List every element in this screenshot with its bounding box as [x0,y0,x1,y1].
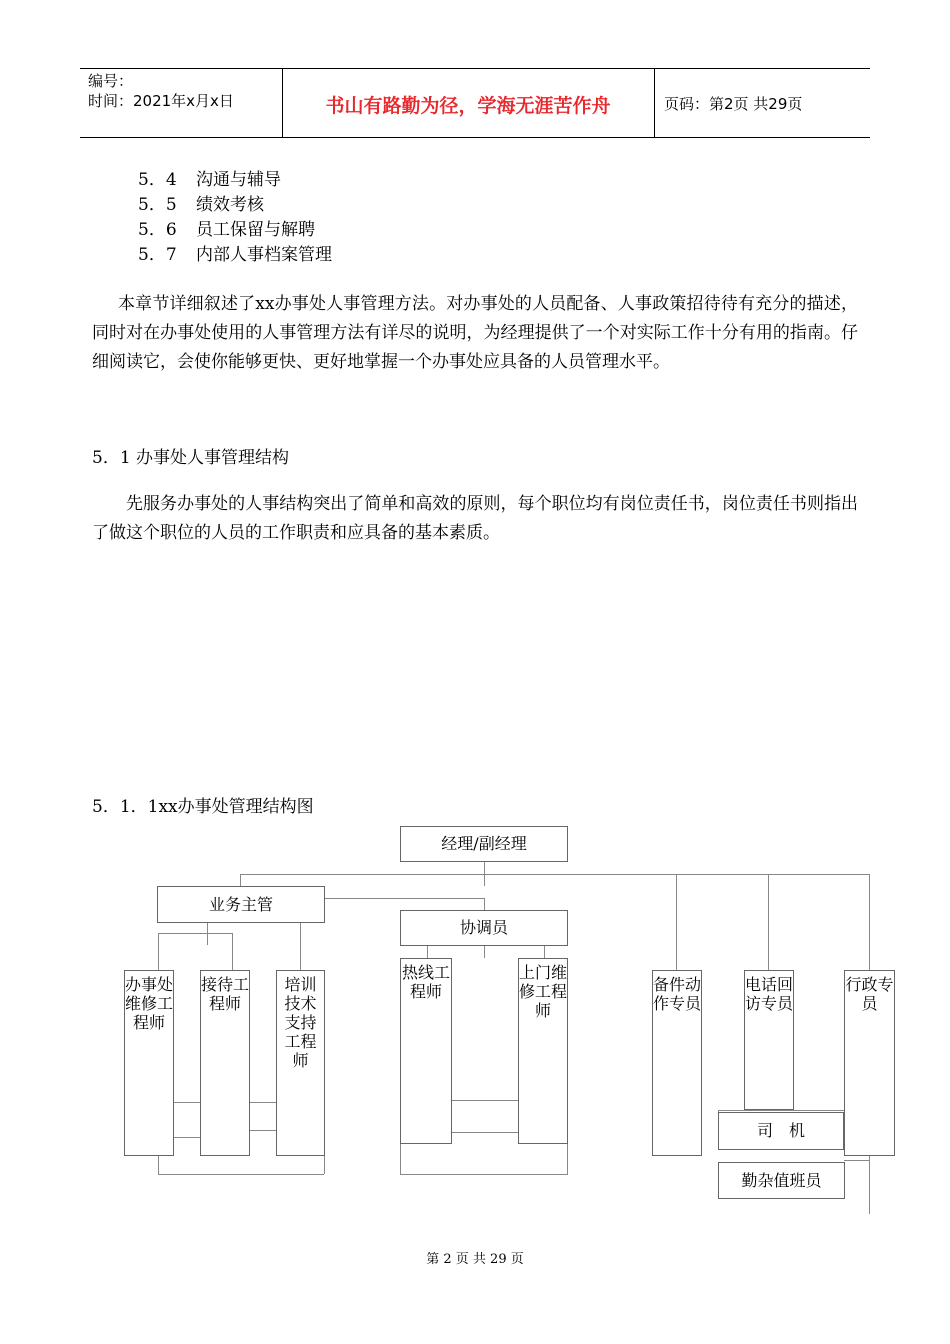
connector-line [240,874,870,875]
connector-line [484,946,485,958]
header-divider [654,69,655,137]
org-box-onsite-repair-engineer: 上门维修工程师 [518,958,568,1144]
connector-line [232,933,233,970]
connector-line [158,1174,324,1175]
toc-list [138,168,332,268]
connector-line [844,1160,870,1161]
org-box-coordinator: 协调员 [400,910,568,946]
header-time: 时间：2021年x月x日 [88,92,234,110]
org-box-admin-specialist: 行政专员 [844,970,895,1156]
org-box-driver: 司 机 [718,1112,844,1150]
connector-line [567,1144,568,1174]
connector-line [300,923,301,970]
connector-line [240,874,241,886]
header-number: 编号： [88,72,134,90]
connector-line [484,898,485,910]
connector-line [250,1130,276,1131]
connector-line [869,874,870,970]
connector-line [676,874,677,970]
toc-item: 5．5 绩效考核 [138,195,264,215]
intro-paragraph: 本章节详细叙述了xx办事处人事管理方法。对办事处的人员配备、人事政策招待待有充分的描述，同时对在办事处使用的人事管理方法有详尽的说明，为经理提供了一个对实际工作十分有用的指南。仔细阅读它，会使你能够更快、更好地掌握一个办事处应具备的人员管理水平。 [92,294,858,372]
connector-line [207,923,208,945]
org-box-duty-staff: 勤杂值班员 [718,1162,845,1199]
org-box-parts-specialist: 备件动作专员 [652,970,702,1156]
org-box-training-engineer: 培训技术支持工程师 [276,970,325,1156]
connector-line [324,898,484,899]
connector-line [400,1144,401,1174]
connector-line [158,933,232,934]
section-heading: 5．1 办事处人事管理结构 [92,448,290,468]
org-box-manager: 经理/副经理 [400,826,568,862]
toc-item: 5．4 沟通与辅导 [138,170,281,190]
page-header [80,68,870,138]
connector-line [544,944,545,958]
connector-line [452,1100,518,1101]
connector-line [158,933,159,970]
chart-heading: 5．1．1xx办事处管理结构图 [92,797,314,817]
page-footer: 第 2 页 共 29 页 [426,1252,524,1267]
org-box-callback-specialist: 电话回访专员 [744,970,794,1110]
connector-line [718,1110,844,1111]
connector-line [324,1156,325,1174]
connector-line [174,1137,200,1138]
connector-line [174,1102,200,1103]
org-box-business-supervisor: 业务主管 [157,886,325,923]
toc-item: 5．6 员工保留与解聘 [138,220,315,240]
header-motto: 书山有路勤为径，学海无涯苦作舟 [325,95,611,117]
connector-line [400,1174,568,1175]
connector-line [427,944,428,958]
connector-line [250,1102,276,1103]
org-box-hotline-engineer: 热线工程师 [400,958,452,1144]
connector-line [452,1132,518,1133]
section-paragraph: 先服务办事处的人事结构突出了简单和高效的原则，每个职位均有岗位责任书，岗位责任书则指出了做这个职位的人员的工作职责和应具备的基本素质。 [92,494,858,543]
org-box-office-repair-engineer: 办事处维修工程师 [124,970,174,1156]
org-box-reception-engineer: 接待工程师 [200,970,250,1156]
connector-line [158,1156,159,1174]
header-meta [88,71,234,111]
connector-line [768,874,769,970]
header-page-info: 页码：第2页 共29页 [664,95,803,113]
toc-item: 5．7 内部人事档案管理 [138,245,332,265]
